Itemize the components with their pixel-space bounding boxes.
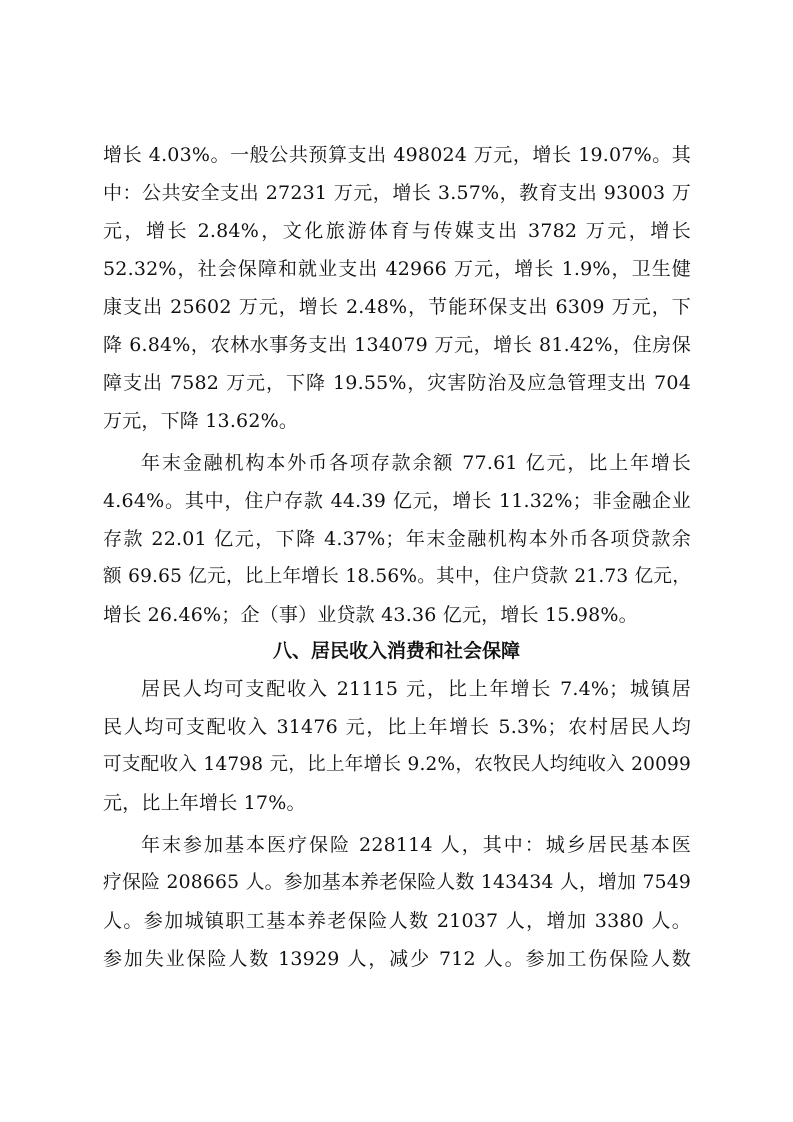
text-line: 增长 26.46%；企（事）业贷款 43.36 亿元，增长 15.98%。 xyxy=(103,604,638,626)
text-line: 增长 4.03%。一般公共预算支出 498024 万元，增长 19.07%。其 xyxy=(103,144,691,166)
text-line: 康支出 25602 万元，增长 2.48%，节能环保支出 6309 万元，下 xyxy=(103,296,691,318)
paragraph-first-line: 年末参加基本医疗保险 228114 人，其中：城乡居民基本医 xyxy=(141,834,691,856)
text-line: 降 6.84%，农林水事务支出 134079 万元，增长 81.42%，住房保 xyxy=(103,334,691,356)
text-line: 4.64%。其中，住户存款 44.39 亿元，增长 11.32%；非金融企业 xyxy=(103,490,691,512)
text-line: 可支配收入 14798 元，比上年增长 9.2%，农牧民人均纯收入 20099 xyxy=(103,754,691,775)
text-line: 人。参加城镇职工基本养老保险人数 21037 人，增加 3380 人。 xyxy=(103,910,691,932)
text-line: 元，增长 2.84%，文化旅游体育与传媒支出 3782 万元，增长 xyxy=(103,220,691,242)
section-heading: 八、居民收入消费和社会保障 xyxy=(272,640,520,662)
text-line: 民人均可支配收入 31476 元，比上年增长 5.3%；农村居民人均 xyxy=(103,716,691,738)
text-line: 万元，下降 13.62%。 xyxy=(103,410,299,432)
text-line: 中：公共安全支出 27231 万元，增长 3.57%，教育支出 93003 万 xyxy=(103,182,691,204)
text-line: 元，比上年增长 17%。 xyxy=(103,792,306,814)
text-line: 52.32%，社会保障和就业支出 42966 万元，增长 1.9%，卫生健 xyxy=(103,258,691,280)
paragraph-first-line: 居民人均可支配收入 21115 元，比上年增长 7.4%；城镇居 xyxy=(141,678,691,700)
text-line: 疗保险 208665 人。参加基本养老保险人数 143434 人，增加 7549 xyxy=(103,872,691,893)
text-line: 参加失业保险人数 13929 人，减少 712 人。参加工伤保险人数 xyxy=(103,948,691,970)
text-line: 存款 22.01 亿元，下降 4.37%；年末金融机构本外币各项贷款余 xyxy=(103,528,691,550)
paragraph-first-line: 年末金融机构本外币各项存款余额 77.61 亿元，比上年增长 xyxy=(141,452,691,474)
text-line: 额 69.65 亿元，比上年增长 18.56%。其中，住户贷款 21.73 亿元， xyxy=(103,566,691,587)
text-line: 障支出 7582 万元，下降 19.55%，灾害防治及应急管理支出 704 xyxy=(103,372,691,394)
